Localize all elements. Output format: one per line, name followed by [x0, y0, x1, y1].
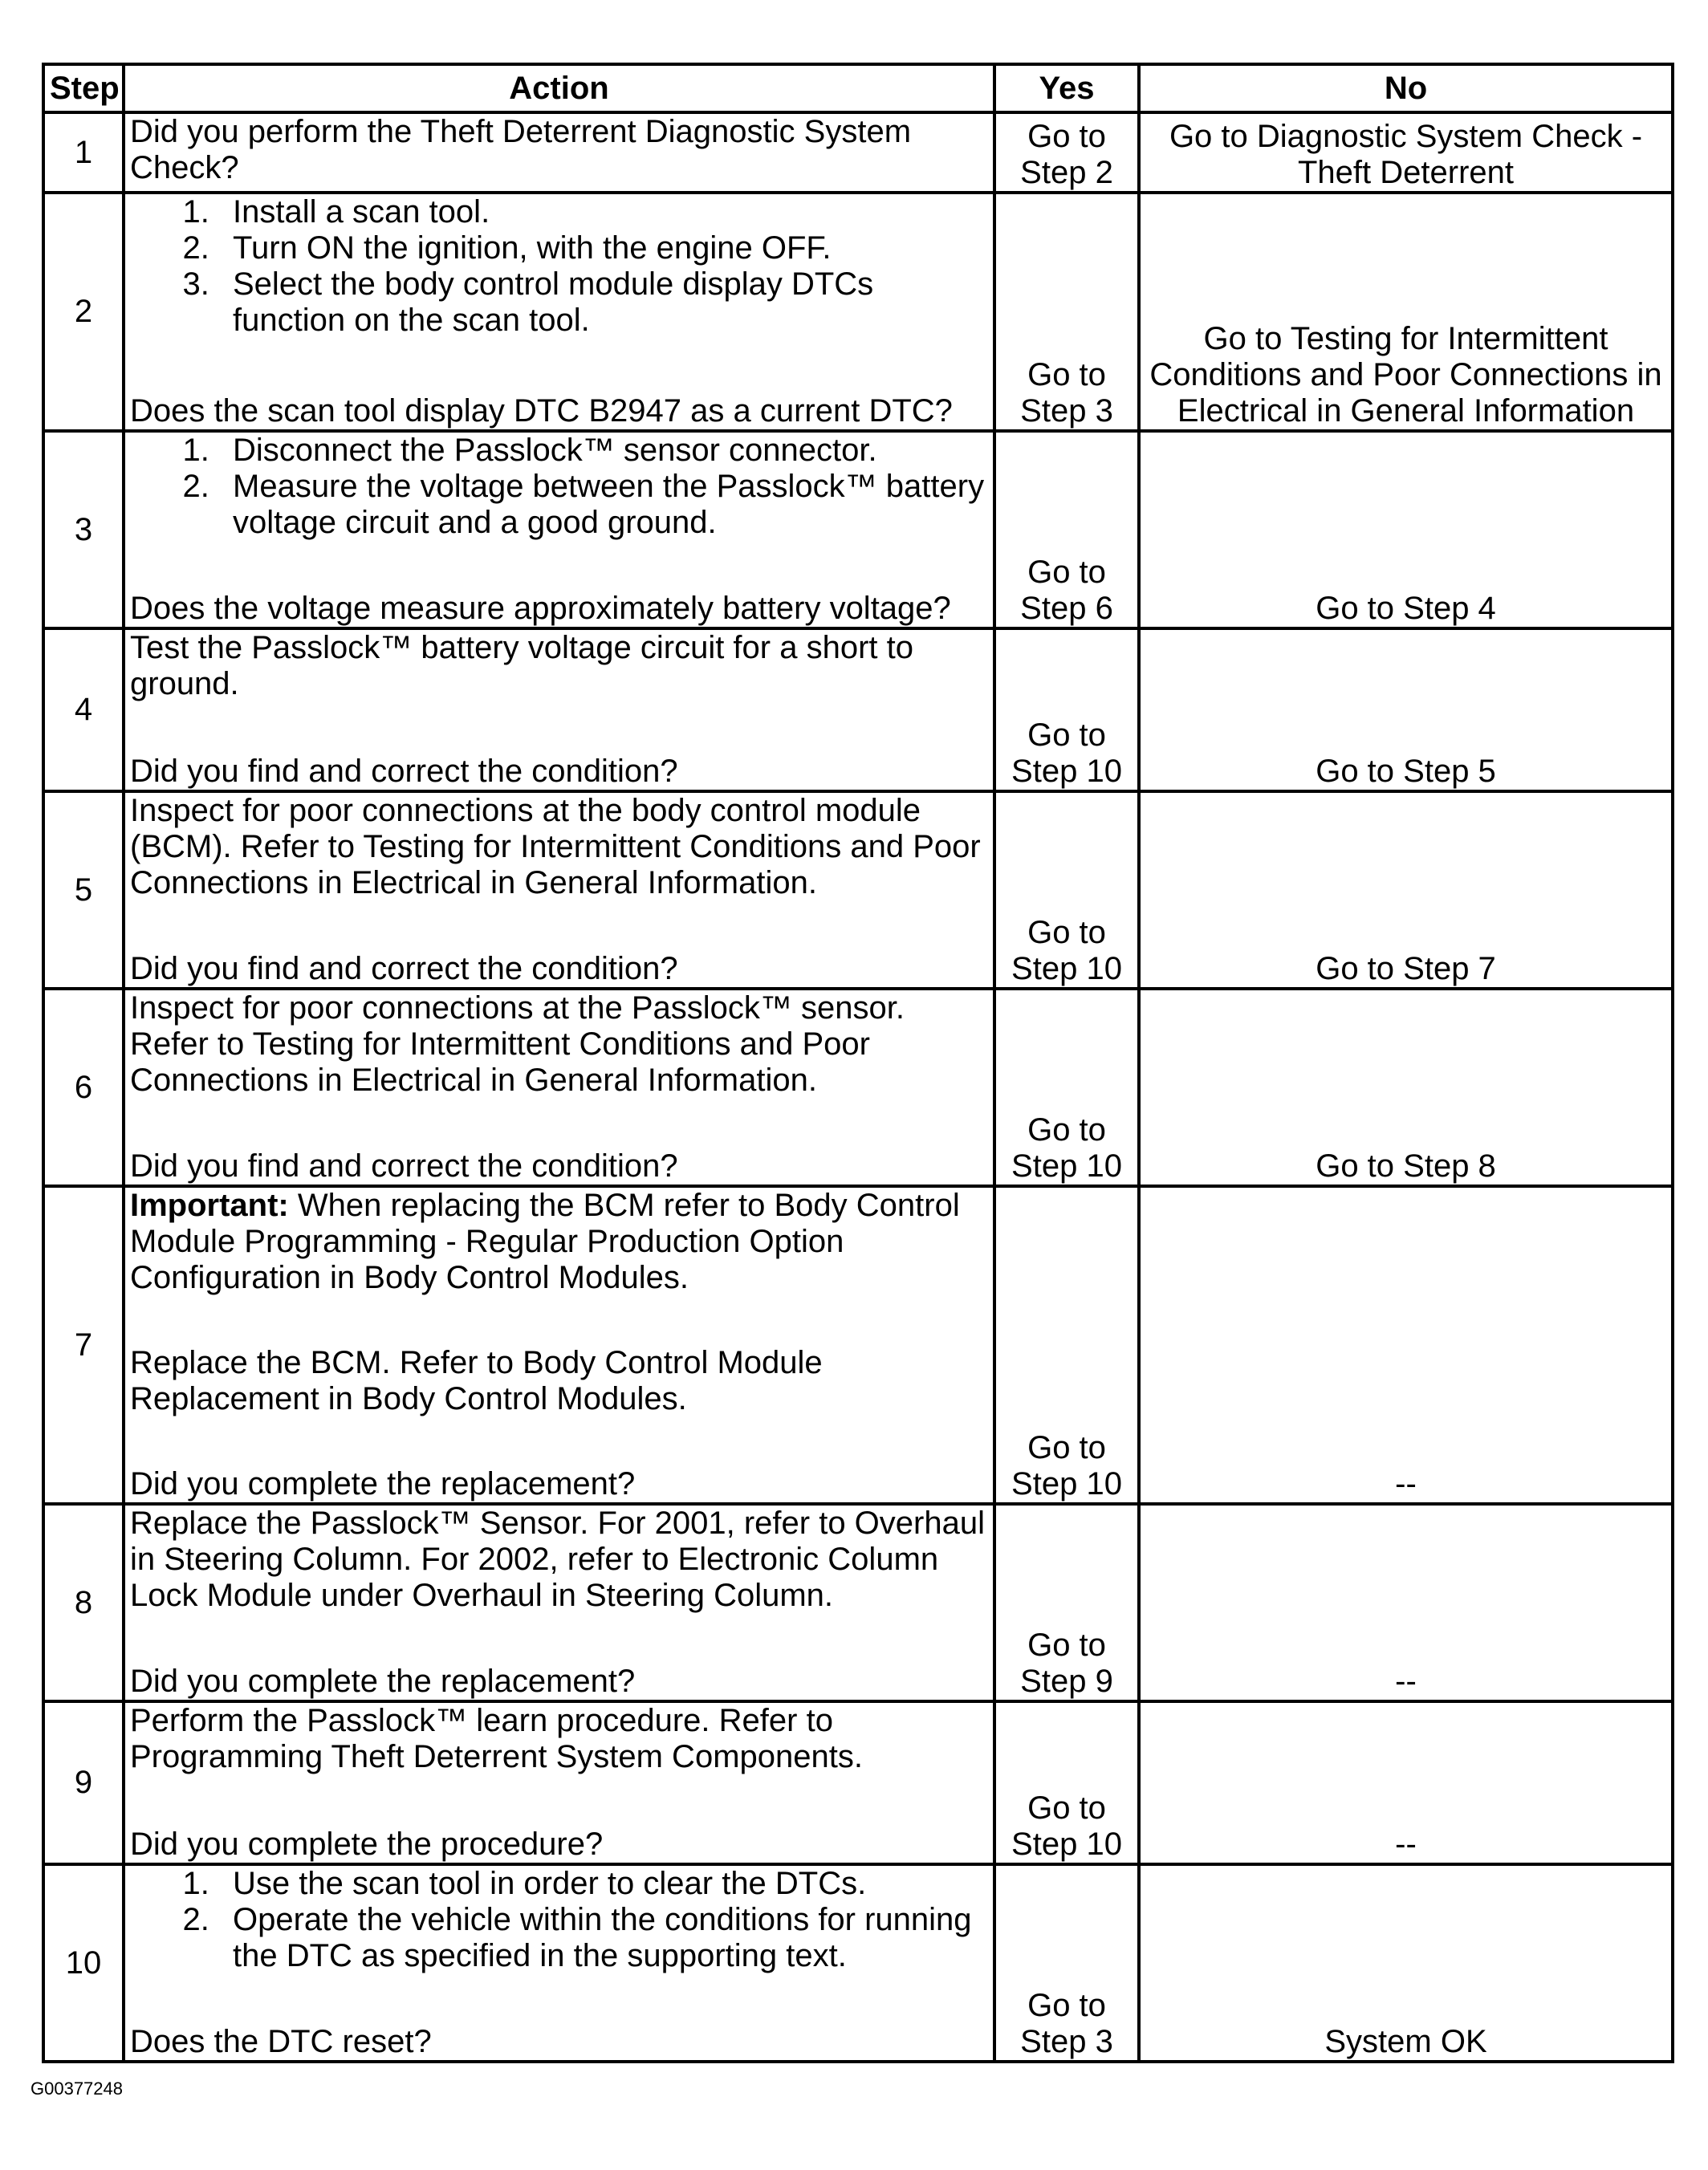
yes-cell: Go to Step 2 [994, 112, 1139, 193]
step-number: 5 [43, 791, 124, 989]
no-cell: Go to Diagnostic System Check - Theft Deterrent [1139, 112, 1673, 193]
action-cell [124, 1186, 994, 1504]
table-row [43, 989, 1673, 1186]
header-row [43, 64, 1673, 112]
action-step-item: 2. Operate the vehicle within the conditions for running the DTC as specified in the supporting text. [218, 1902, 988, 1974]
figure-id: G00377248 [31, 2079, 123, 2099]
action-step-item: 3. Select the body control module display DTCs function on the scan tool. [218, 266, 988, 339]
action-cell [124, 193, 994, 431]
no-cell: -- [1139, 1504, 1673, 1701]
action-cell [124, 1504, 994, 1701]
header-step: Step [43, 64, 124, 112]
action-text: Replace the Passlock™ Sensor. For 2001, refer to Overhaul in Steering Column. For 2002, refer to Electronic Column Lock Module under Overhaul in Steering Column. [130, 1506, 985, 1613]
yes-cell: Go to Step 6 [994, 431, 1139, 628]
important-note [130, 1188, 988, 1296]
action-step-item: 1. Install a scan tool. [218, 194, 988, 230]
action-text: Did you perform the Theft Deterrent Diagnostic System Check? [130, 114, 912, 185]
step-number: 10 [43, 1864, 124, 2062]
table-row [43, 628, 1673, 791]
action-text: Replace the BCM. Refer to Body Control Module Replacement in Body Control Modules. [130, 1345, 823, 1416]
action-step-item: 1. Use the scan tool in order to clear the DTCs. [218, 1866, 988, 1902]
action-cell [124, 628, 994, 791]
yes-cell: Go to Step 10 [994, 791, 1139, 989]
step-number: 2 [43, 193, 124, 431]
action-step-list [130, 194, 988, 339]
table-row [43, 1864, 1673, 2062]
step-number: 9 [43, 1701, 124, 1864]
action-question: Did you find and correct the condition? [130, 951, 678, 986]
step-number: 6 [43, 989, 124, 1186]
yes-cell: Go to Step 3 [994, 1864, 1139, 2062]
action-cell [124, 791, 994, 989]
table-row [43, 431, 1673, 628]
action-step-item: 2. Turn ON the ignition, with the engine OFF. [218, 230, 988, 266]
action-text: Inspect for poor connections at the body control module (BCM). Refer to Testing for Intermittent Conditions and Poor Connections in Electrical in General Information. [130, 793, 981, 900]
action-question: Did you complete the replacement? [130, 1466, 636, 1502]
action-question: Did you complete the replacement? [130, 1664, 636, 1699]
table-row [43, 1504, 1673, 1701]
no-cell: -- [1139, 1186, 1673, 1504]
no-cell: Go to Step 8 [1139, 989, 1673, 1186]
table-row [43, 1186, 1673, 1504]
no-cell: Go to Step 5 [1139, 628, 1673, 791]
no-cell: -- [1139, 1701, 1673, 1864]
action-text: Perform the Passlock™ learn procedure. Refer to Programming Theft Deterrent System Components. [130, 1703, 863, 1774]
yes-cell: Go to Step 10 [994, 1701, 1139, 1864]
action-cell [124, 1701, 994, 1864]
action-step-item: 2. Measure the voltage between the Passlock™ battery voltage circuit and a good ground. [218, 469, 988, 541]
table-row [43, 791, 1673, 989]
action-step-list [130, 1866, 988, 1974]
step-number: 7 [43, 1186, 124, 1504]
no-cell: Go to Step 4 [1139, 431, 1673, 628]
step-number: 1 [43, 112, 124, 193]
action-cell [124, 431, 994, 628]
no-cell: Go to Step 7 [1139, 791, 1673, 989]
yes-cell: Go to Step 10 [994, 628, 1139, 791]
table-row [43, 112, 1673, 193]
table-row [43, 1701, 1673, 1864]
yes-cell: Go to Step 10 [994, 1186, 1139, 1504]
no-cell: Go to Testing for Intermittent Conditions and Poor Connections in Electrical in General Information [1139, 193, 1673, 431]
step-number: 4 [43, 628, 124, 791]
header-action: Action [124, 64, 994, 112]
action-text: Inspect for poor connections at the Passlock™ sensor. Refer to Testing for Intermittent Conditions and Poor Connections in Electrical in General Information. [130, 990, 905, 1098]
header-yes: Yes [994, 64, 1139, 112]
yes-cell: Go to Step 10 [994, 989, 1139, 1186]
action-step-list [130, 433, 988, 541]
action-question: Did you find and correct the condition? [130, 754, 678, 789]
action-cell [124, 1864, 994, 2062]
action-question: Did you complete the procedure? [130, 1827, 604, 1862]
action-question: Does the voltage measure approximately battery voltage? [130, 591, 951, 626]
action-cell [124, 112, 994, 193]
no-cell: System OK [1139, 1864, 1673, 2062]
action-question: Does the scan tool display DTC B2947 as a current DTC? [130, 393, 953, 429]
yes-cell: Go to Step 3 [994, 193, 1139, 431]
yes-cell: Go to Step 9 [994, 1504, 1139, 1701]
action-question: Does the DTC reset? [130, 2024, 432, 2059]
step-number: 8 [43, 1504, 124, 1701]
header-no: No [1139, 64, 1673, 112]
important-text: When replacing the BCM refer to Body Control Module Programming - Regular Production Option Configuration in Body Control Modules. [130, 1188, 960, 1295]
action-cell [124, 989, 994, 1186]
action-question: Did you find and correct the condition? [130, 1148, 678, 1184]
table-row [43, 193, 1673, 431]
action-text: Test the Passlock™ battery voltage circuit for a short to ground. [130, 630, 913, 701]
important-label: Important: [130, 1188, 289, 1223]
step-number: 3 [43, 431, 124, 628]
diagnostic-table [42, 63, 1674, 2063]
action-step-item: 1. Disconnect the Passlock™ sensor connector. [218, 433, 988, 469]
